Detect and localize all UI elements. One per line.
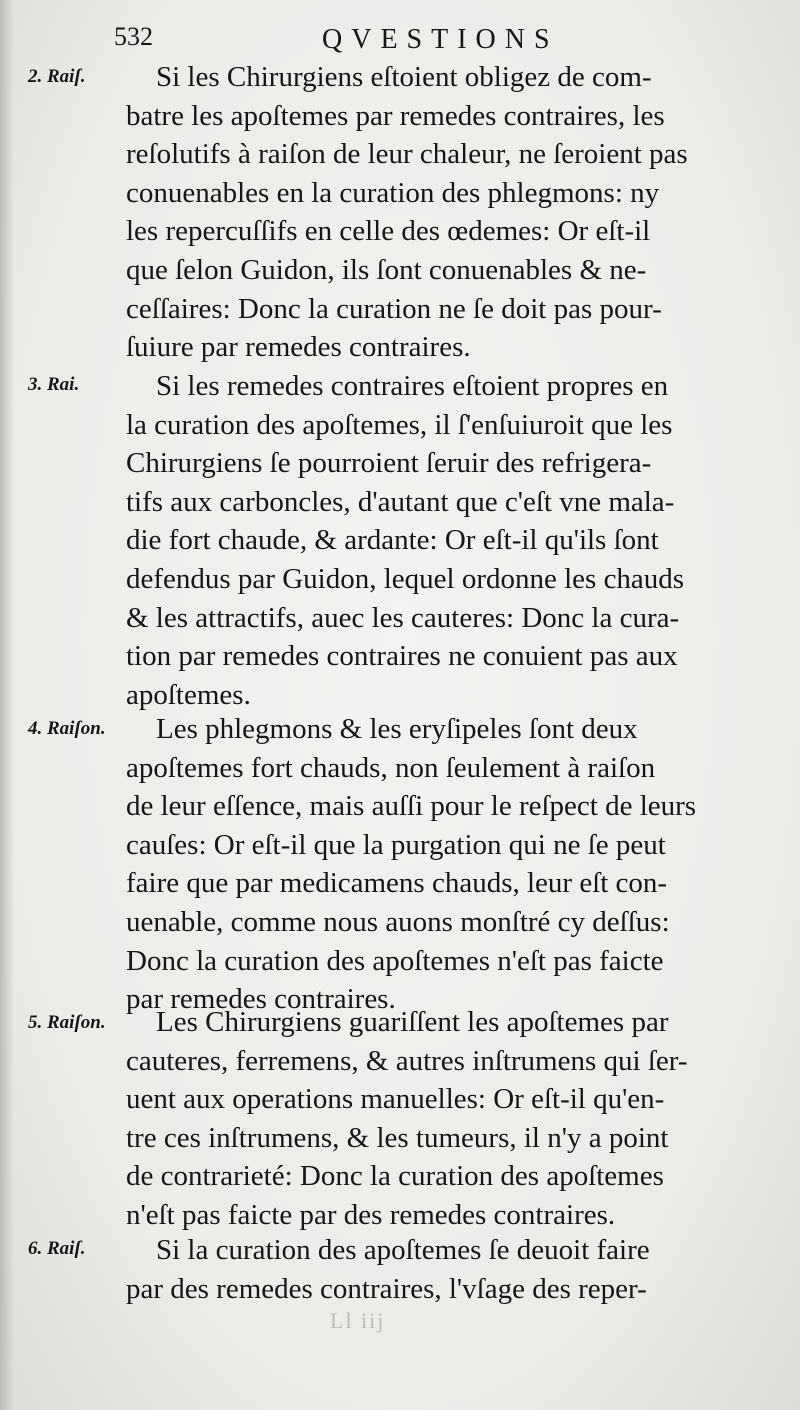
text-line: cauteres, ferremens, & autres inſtrumens qui ſer- bbox=[126, 1044, 688, 1077]
text-line: de leur eſſence, mais auſſi pour le reſpect de leurs bbox=[126, 790, 697, 823]
margin-note-5: 5. Raiſon. bbox=[28, 1012, 106, 1033]
text-line: la curation des apoſtemes, il ſ'enſuiuroit que les bbox=[126, 408, 673, 441]
text-line: & les attractifs, auec les cauteres: Donc la cura- bbox=[126, 601, 680, 634]
paragraph-6 bbox=[126, 1231, 760, 1308]
text-line: tifs aux carboncles, d'autant que c'eſt vne mala- bbox=[126, 485, 675, 518]
text-line: uenable, comme nous auons monſtré cy deſſus: bbox=[126, 905, 670, 938]
text-line: uent aux operations manuelles: Or eſt-il qu'en- bbox=[126, 1083, 665, 1116]
paragraph-4 bbox=[126, 710, 760, 1019]
page-number: 532 bbox=[114, 22, 153, 51]
text-line: apoſtemes. bbox=[126, 678, 251, 711]
paragraph-5 bbox=[126, 1003, 760, 1235]
text-line: de contrarieté: Donc la curation des apoſtemes bbox=[126, 1160, 664, 1193]
text-line: apoſtemes fort chauds, non ſeulement à raiſon bbox=[126, 751, 656, 784]
text-line: tre ces inſtrumens, & les tumeurs, il n'y a point bbox=[126, 1121, 669, 1154]
page-gutter-shadow bbox=[0, 0, 14, 1410]
text-line: defendus par Guidon, lequel ordonne les chauds bbox=[126, 562, 685, 595]
text-line: Si les Chirurgiens eſtoient obligez de com- bbox=[156, 61, 652, 93]
paragraph-2 bbox=[126, 58, 760, 367]
text-line: Si les remedes contraires eſtoient propres en bbox=[156, 370, 669, 402]
text-line: Les Chirurgiens guariſſent les apoſtemes par bbox=[156, 1006, 669, 1038]
text-line: n'eſt pas faicte par des remedes contraires. bbox=[126, 1198, 616, 1231]
text-line: conuenables en la curation des phlegmons: ny bbox=[126, 176, 660, 209]
margin-note-3: 3. Rai. bbox=[28, 374, 80, 395]
text-line: cauſes: Or eſt-il que la purgation qui ne ſe peut bbox=[126, 828, 666, 861]
text-line: les repercuſſifs en celle des œdemes: Or eſt-il bbox=[126, 215, 651, 248]
text-line: Donc la curation des apoſtemes n'eſt pas faicte bbox=[126, 944, 664, 977]
text-line: faire que par medicamens chauds, leur eſt con- bbox=[126, 867, 668, 900]
signature-mark: Ll iij bbox=[330, 1308, 386, 1333]
text-line: par des remedes contraires, l'vſage des reper- bbox=[126, 1272, 647, 1305]
text-line: die fort chaude, & ardante: Or eſt-il qu'ils ſont bbox=[126, 524, 659, 557]
text-line: ceſſaires: Donc la curation ne ſe doit pas pour- bbox=[126, 292, 662, 325]
margin-note-6: 6. Raiſ. bbox=[28, 1238, 86, 1259]
text-line: tion par remedes contraires ne conuient pas aux bbox=[126, 640, 678, 673]
margin-note-2: 2. Raiſ. bbox=[28, 66, 86, 87]
text-line: batre les apoſtemes par remedes contraires, les bbox=[126, 99, 665, 132]
text-line: Chirurgiens ſe pourroient ſeruir des refrigera- bbox=[126, 447, 652, 480]
running-head: QVESTIONS bbox=[322, 24, 559, 55]
text-line: Les phlegmons & les eryſipeles ſont deux bbox=[156, 713, 638, 745]
text-line: que ſelon Guidon, ils ſont conuenables & ne- bbox=[126, 253, 647, 286]
margin-note-4: 4. Raiſon. bbox=[28, 718, 106, 739]
text-line: reſolutifs à raiſon de leur chaleur, ne ſeroient pas bbox=[126, 138, 688, 171]
text-line: Si la curation des apoſtemes ſe deuoit faire bbox=[156, 1234, 650, 1266]
paragraph-3 bbox=[126, 367, 760, 714]
text-line: ſuiure par remedes contraires. bbox=[126, 331, 471, 364]
page-header bbox=[0, 20, 800, 60]
text-line: par remedes contraires. bbox=[126, 983, 396, 1016]
